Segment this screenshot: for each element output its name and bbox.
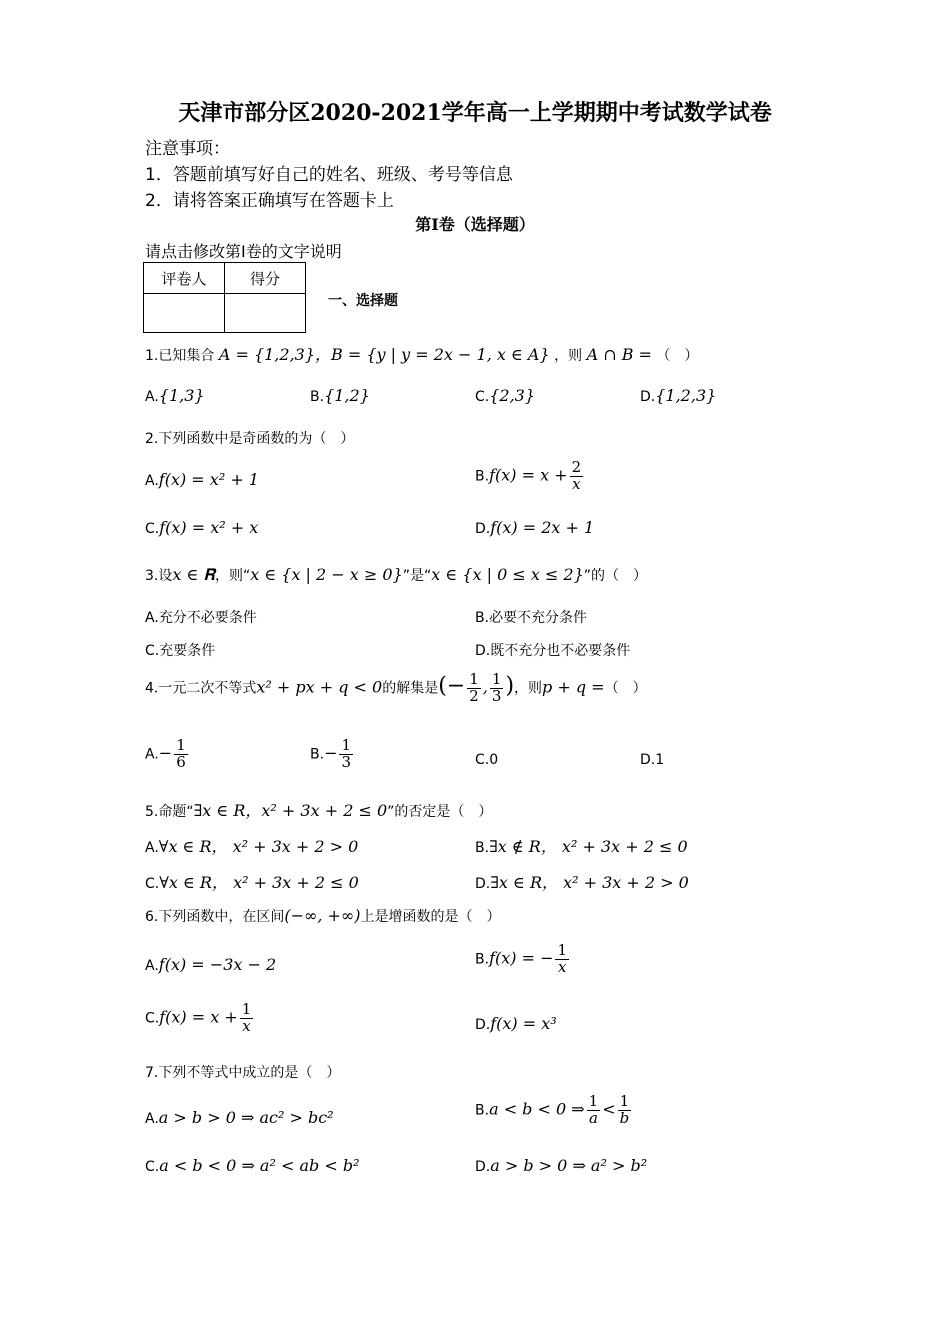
page-title: 天津市部分区2020-2021学年高一上学期期中考试数学试卷	[178, 100, 772, 126]
fraction-numerator: 1	[588, 1092, 599, 1110]
option-value: f(x) = x³	[490, 1014, 557, 1033]
question-2-option-a[interactable]	[145, 470, 259, 489]
fraction-numerator: 1	[176, 736, 186, 754]
option-value: a > b > 0 ⇒ ac² > bc²	[158, 1108, 334, 1127]
question-text: 3.设	[145, 568, 173, 584]
question-text: ”的（ ）	[583, 568, 648, 584]
fraction	[618, 1094, 632, 1127]
option-label: B.	[475, 610, 490, 626]
fraction-denominator: 6	[176, 752, 186, 771]
question-5-stem	[145, 798, 492, 821]
score-column: 得分	[225, 263, 306, 294]
fraction	[339, 738, 353, 771]
grader-cell	[144, 294, 225, 333]
fraction-numerator: 1	[557, 941, 568, 959]
option-label: B.	[310, 389, 325, 405]
question-4-option-c[interactable]	[475, 752, 498, 768]
question-7-option-b[interactable]	[475, 1094, 633, 1127]
option-label: C.	[475, 389, 490, 405]
option-value: a > b > 0 ⇒ a² > b²	[490, 1156, 648, 1175]
interval-close: )	[505, 673, 515, 699]
option-label: D.	[640, 389, 656, 405]
option-label: B.	[475, 951, 490, 968]
fraction-denominator: a	[588, 1108, 598, 1127]
question-text: ，则	[514, 680, 543, 697]
question-7-option-a[interactable]	[145, 1108, 334, 1127]
option-label: B.	[475, 840, 490, 856]
option-sign: −	[324, 743, 338, 763]
option-label: B.	[475, 468, 490, 485]
question-text: ，则	[554, 348, 583, 364]
interval-separator: ,	[482, 677, 488, 697]
question-text: 的解集是	[382, 680, 439, 697]
fraction	[174, 738, 188, 771]
option-label: A.	[145, 610, 159, 626]
score-cell	[225, 294, 306, 333]
question-1-option-b[interactable]	[310, 386, 370, 405]
fraction-denominator: 3	[341, 752, 352, 771]
option-label: D.	[640, 752, 656, 768]
option-value: ∀x ∈ R， x² + 3x + 2 ≤ 0	[159, 873, 359, 892]
question-2-option-b[interactable]	[475, 460, 585, 493]
option-value: f(x) = 2x + 1	[490, 518, 595, 537]
option-label: C.	[145, 1010, 160, 1027]
question-2-stem: 2.下列函数中是奇函数的为（ ）	[145, 431, 355, 447]
question-5-option-d[interactable]	[475, 870, 689, 893]
question-1-stem	[145, 342, 698, 365]
fraction	[467, 672, 481, 705]
fraction-numerator: 1	[491, 670, 502, 688]
option-label: D.	[475, 521, 491, 537]
question-4-stem	[145, 672, 647, 705]
fraction-numerator: 1	[619, 1092, 630, 1110]
section-title: 第I卷（选择题）	[415, 215, 535, 234]
option-value: 1	[655, 752, 665, 768]
option-value: a < b < 0 ⇒	[489, 1099, 585, 1119]
math-expression: x ∈ {x | 0 ≤ x ≤ 2}	[431, 565, 584, 584]
option-sign: −	[158, 743, 173, 763]
question-4-option-a[interactable]	[145, 738, 190, 771]
question-2-option-c[interactable]	[145, 518, 258, 537]
fraction-denominator: 3	[491, 686, 502, 705]
question-5-option-b[interactable]	[475, 834, 688, 857]
option-label: D.	[475, 1159, 491, 1175]
question-4-option-d[interactable]	[640, 752, 664, 768]
option-label: A.	[145, 746, 159, 763]
question-text: 1.已知集合	[145, 348, 215, 364]
option-value: {1,2}	[324, 386, 370, 405]
math-expression: (−∞, +∞)	[284, 906, 361, 925]
grader-column: 评卷人	[144, 263, 225, 294]
notice-item-2: 2．请将答案正确填写在答题卡上	[145, 191, 394, 211]
question-5-option-c[interactable]	[145, 870, 359, 893]
question-6-option-d[interactable]	[475, 1014, 557, 1033]
question-1-option-d[interactable]	[640, 386, 716, 405]
option-label: D.	[475, 643, 491, 659]
question-3-option-d[interactable]	[475, 640, 630, 660]
option-value: f(x) = −3x − 2	[158, 955, 277, 974]
question-text: （ ）	[656, 348, 699, 364]
option-label: D.	[475, 876, 491, 892]
question-text: （ ）	[604, 680, 647, 697]
fraction-denominator: x	[242, 1016, 251, 1035]
fraction	[587, 1094, 601, 1127]
fraction-numerator: 1	[241, 1000, 252, 1018]
math-expression: p + q =	[542, 677, 605, 697]
fraction	[570, 460, 584, 493]
option-value: {1,3}	[158, 386, 205, 405]
option-label: A.	[145, 958, 159, 974]
grader-table	[143, 262, 306, 333]
option-label: A.	[145, 473, 159, 489]
fraction-denominator: x	[572, 474, 581, 493]
fraction-numerator: 2	[571, 458, 582, 476]
option-value: ∃x ∈ R， x² + 3x + 2 > 0	[490, 873, 689, 892]
option-label: C.	[145, 643, 160, 659]
question-5-option-a[interactable]	[145, 834, 358, 857]
math-expression: x² + px + q < 0	[256, 677, 383, 697]
option-value: {2,3}	[489, 386, 536, 405]
question-text: 上是增函数的是（ ）	[360, 909, 501, 925]
question-3-option-b[interactable]	[475, 607, 587, 627]
option-operator: <	[602, 1099, 616, 1119]
option-value: 充分不必要条件	[158, 610, 257, 626]
section-description[interactable]: 请点击修改第I卷的文字说明	[145, 242, 342, 261]
question-text: ”的否定是（ ）	[387, 804, 493, 820]
notice-item-1: 1．答题前填写好自己的姓名、班级、考号等信息	[145, 165, 513, 185]
question-4-option-b[interactable]	[310, 738, 355, 771]
question-text: ，则“	[214, 568, 251, 584]
option-value: a < b < 0 ⇒ a² < ab < b²	[159, 1156, 360, 1175]
option-label: C.	[475, 752, 490, 768]
fraction	[555, 943, 569, 976]
notice-heading: 注意事项：	[145, 139, 230, 159]
fraction-denominator: b	[619, 1108, 630, 1127]
question-6-option-c[interactable]	[145, 1002, 255, 1035]
option-value: f(x) = −	[489, 948, 554, 968]
option-value: ∀x ∈ R， x² + 3x + 2 > 0	[158, 837, 359, 856]
fraction-denominator: 2	[469, 686, 479, 705]
option-value: f(x) = x +	[489, 465, 568, 485]
option-label: D.	[475, 1017, 491, 1033]
option-label: C.	[145, 876, 160, 892]
math-expression: x ∈ {x | 2 − x ≥ 0}	[250, 565, 403, 584]
question-7-stem: 7.下列不等式中成立的是（ ）	[145, 1065, 341, 1081]
question-6-option-a[interactable]	[145, 955, 276, 974]
question-7-option-d[interactable]	[475, 1156, 647, 1175]
math-expression: A = {1,2,3}，B = {y | y = 2x − 1, x ∈ A}	[218, 345, 550, 364]
option-value: 必要不充分条件	[489, 610, 588, 626]
fraction-numerator: 1	[469, 670, 479, 688]
option-label: B.	[310, 746, 325, 763]
question-text: 5.命题“	[145, 804, 194, 820]
question-text: 6.下列函数中，在区间	[145, 909, 285, 925]
question-2-option-d[interactable]	[475, 518, 594, 537]
math-expression: ∃x ∈ R，	[193, 801, 262, 820]
question-3-option-a[interactable]	[145, 607, 257, 627]
option-label: B.	[475, 1102, 490, 1119]
option-value: f(x) = x² + x	[159, 518, 259, 537]
question-7-option-c[interactable]	[145, 1156, 359, 1175]
question-3-stem	[145, 565, 647, 585]
question-1-option-c[interactable]	[475, 386, 535, 405]
option-label: C.	[145, 1159, 160, 1175]
option-value: 0	[489, 752, 499, 768]
option-label: A.	[145, 389, 159, 405]
option-value: {1,2,3}	[655, 386, 717, 405]
fraction	[240, 1002, 254, 1035]
option-value: 充要条件	[159, 643, 216, 659]
fraction	[490, 672, 504, 705]
option-label: A.	[145, 1111, 159, 1127]
fraction-denominator: x	[558, 957, 567, 976]
question-6-option-b[interactable]	[475, 943, 571, 976]
question-3-option-c[interactable]	[145, 640, 215, 660]
math-expression: A ∩ B =	[586, 345, 652, 364]
option-value: f(x) = x +	[159, 1007, 238, 1027]
question-text: 4.一元二次不等式	[145, 680, 257, 697]
question-6-stem	[145, 906, 500, 926]
math-expression: x ∈ 𝐑	[172, 565, 215, 584]
question-text: ”是“	[402, 568, 432, 584]
option-label: A.	[145, 840, 159, 856]
option-value: 既不充分也不必要条件	[490, 643, 631, 659]
interval-open: (−	[438, 673, 466, 699]
option-value: f(x) = x² + 1	[158, 470, 259, 489]
option-value: ∃x ∉ R， x² + 3x + 2 ≤ 0	[489, 837, 688, 856]
question-1-option-a[interactable]	[145, 386, 205, 405]
fraction-numerator: 1	[341, 736, 352, 754]
math-expression: x² + 3x + 2 ≤ 0	[261, 801, 388, 820]
option-label: C.	[145, 521, 160, 537]
part-heading: 一、选择题	[328, 293, 398, 309]
